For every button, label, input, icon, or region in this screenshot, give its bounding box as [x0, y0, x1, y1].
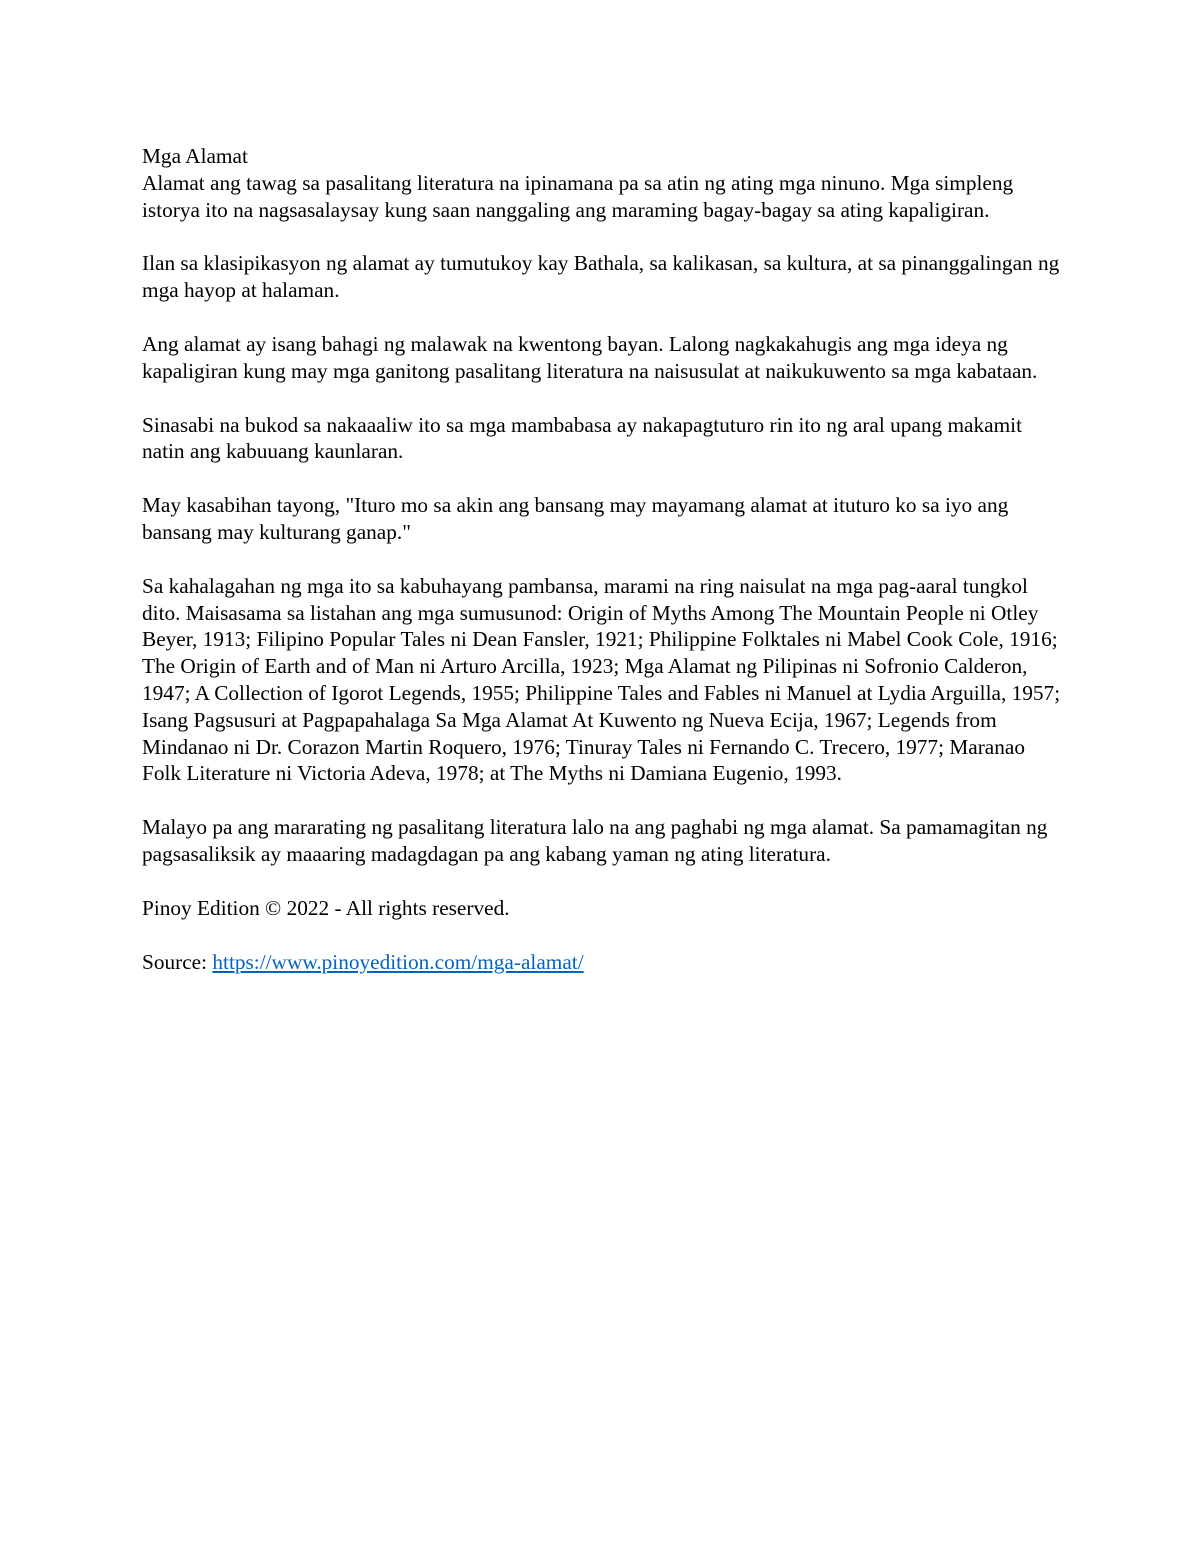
copyright-notice: Pinoy Edition © 2022 - All rights reserved. [142, 895, 510, 920]
paragraph-folk-tales: Ang alamat ay isang bahagi ng malawak na kwentong bayan. Lalong nagkakahugis ang mga ideya ng kapaligiran kung may mga ganitong pasalitang literatura na naisusulat at naikukuwento sa mga kabataan. [142, 331, 1038, 383]
document-title: Mga Alamat [142, 144, 248, 168]
paragraph-lessons: Sinasabi na bukod sa nakaaaliw ito sa mga mambabasa ay nakapagtuturo rin ito ng aral upang makamit natin ang kabuuang kaunlaran. [142, 412, 1023, 464]
paragraph-intro: Alamat ang tawag sa pasalitang literatura na ipinamana pa sa atin ng ating mga ninuno. Mga simpleng istorya ito na nagsasalaysay kung saan nanggaling ang maraming bagay-bagay sa ating kapaligiran. [142, 170, 1014, 222]
source-line [142, 949, 1064, 976]
paragraph-saying: May kasabihan tayong, "Ituro mo sa akin ang bansang may mayamang alamat at ituturo ko sa iyo ang bansang may kulturang ganap." [142, 493, 1009, 544]
source-label: Source: [142, 949, 213, 974]
document-page [142, 143, 1064, 975]
paragraph-classification: Ilan sa klasipikasyon ng alamat ay tumutukoy kay Bathala, sa kalikasan, sa kultura, at sa pinanggalingan ng mga hayop at halaman. [142, 251, 1060, 303]
paragraph-studies: Sa kahalagahan ng mga ito sa kabuhayang pambansa, marami na ring naisulat na mga pag-aaral tungkol dito. Maisasama sa listahan ang mga sumusunod: Origin of Myths Among The Mountain People ni Otley Beyer, 1913; Filipino Popular Tales ni Dean Fansler, 1921; Philippine Folktales ni Mabel Cook Cole, 1916; The Origin of Earth and of Man ni Arturo Arcilla, 1923; Mga Alamat ng Pilipinas ni Sofronio Calderon, 1947; A Collection of Igorot Legends, 1955; Philippine Tales and Fables ni Manuel at Lydia Arguilla, 1957; Isang Pagsusuri at Pagpapahalaga Sa Mga Alamat At Kuwento ng Nueva Ecija, 1967; Legends from Mindanao ni Dr. Corazon Martin Roquero, 1976; Tinuray Tales ni Fernando C. Trecero, 1977; Maranao Folk Literature ni Victoria Adeva, 1978; at The Myths ni Damiana Eugenio, 1993. [142, 573, 1061, 786]
paragraph-conclusion: Malayo pa ang mararating ng pasalitang literatura lalo na ang paghabi ng mga alamat. Sa pamamagitan ng pagsasaliksik ay maaaring madagdagan pa ang kabang yaman ng ating literatura. [142, 815, 1048, 866]
source-link[interactable]: https://www.pinoyedition.com/mga-alamat/ [212, 949, 584, 974]
